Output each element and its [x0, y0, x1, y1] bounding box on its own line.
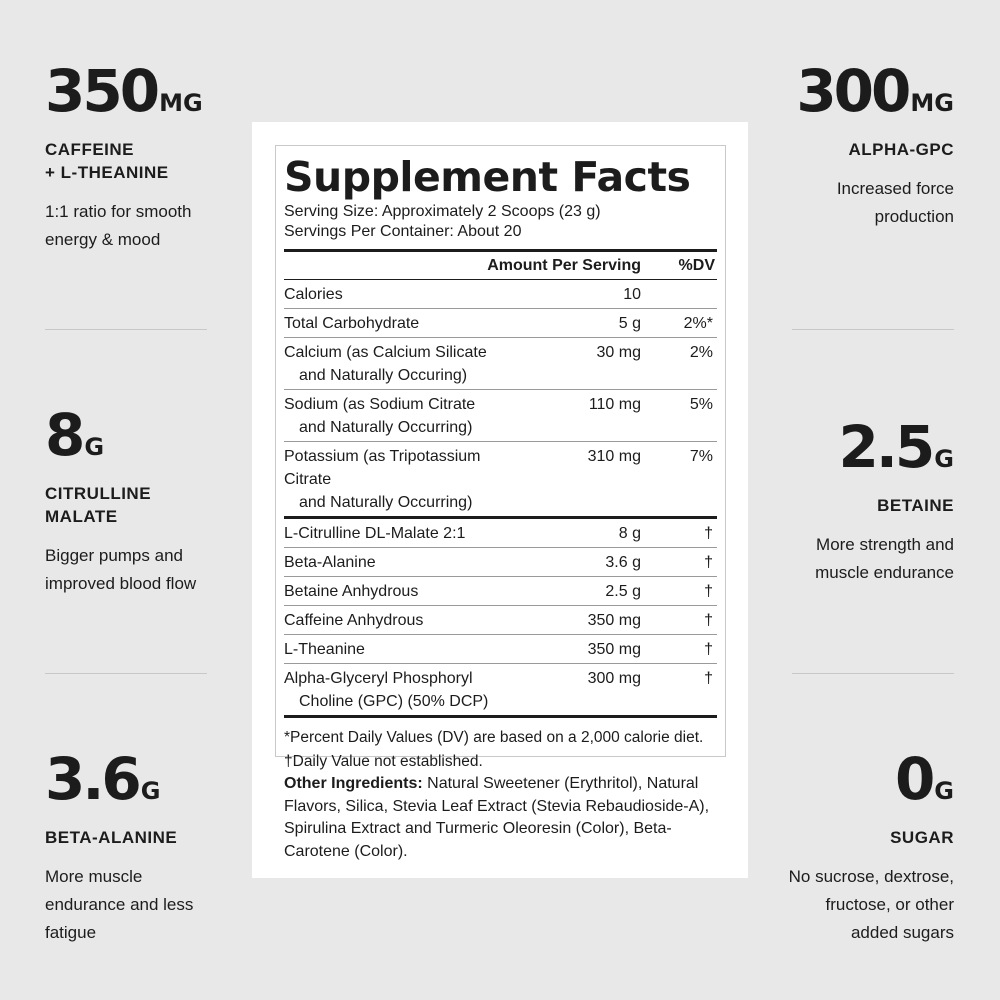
- stat-description: More strength and muscle endurance: [815, 535, 954, 582]
- row-amount: 2.5 g: [605, 583, 641, 600]
- row-amount: 8 g: [618, 525, 641, 542]
- row-name: L-Citrulline DL-Malate 2:1: [284, 525, 466, 542]
- servings-per-container: Servings Per Container: About 20: [284, 223, 522, 240]
- facts-title: Supplement Facts: [284, 153, 691, 201]
- divider: [45, 329, 207, 330]
- stat-value: 8G: [45, 401, 105, 469]
- row-name: Calories: [284, 286, 343, 303]
- stat-name: ALPHA-GPC: [848, 140, 954, 159]
- row-amount: 10: [623, 286, 641, 303]
- row-amount: 310 mg: [587, 448, 641, 465]
- nutrient-rows: [284, 280, 717, 516]
- stat-name: CITRULLINE MALATE: [45, 484, 152, 526]
- stat-value: 300MG: [796, 57, 954, 125]
- stat-name: SUGAR: [890, 828, 954, 847]
- divider: [792, 329, 954, 330]
- table-row: [284, 606, 717, 635]
- serving-size: Serving Size: Approximately 2 Scoops (23 g): [284, 203, 601, 220]
- row-amount: 350 mg: [587, 612, 641, 629]
- dv-footnote: *Percent Daily Values (DV) are based on a 2,000 calorie diet.: [284, 729, 704, 746]
- row-name: Betaine Anhydrous: [284, 583, 419, 600]
- table-row: [284, 548, 717, 577]
- other-ingredients-text: Natural Sweetener (Erythritol), Natural Flavors, Silica, Stevia Leaf Extract (Stevia Rebaudioside-A), Spirulina Extract and Turmeric Oleoresin (Color), Beta-Carotene (Color).: [284, 775, 710, 860]
- stat-value: 2.5G: [838, 413, 954, 481]
- divider: [792, 673, 954, 674]
- row-amount: 30 mg: [596, 344, 641, 361]
- row-name: Total Carbohydrate: [284, 315, 420, 332]
- row-dv: [651, 283, 717, 306]
- row-name: Calcium (as Calcium Silicate and Naturally Occuring): [284, 344, 487, 384]
- row-dv: †: [704, 554, 713, 571]
- alpha-gpc-stat: [724, 57, 954, 231]
- table-row: [284, 390, 717, 442]
- row-name: Sodium (as Sodium Citrate and Naturally Occurring): [284, 396, 476, 436]
- row-amount: 110 mg: [588, 396, 641, 413]
- stat-name: CAFFEINE + L-THEANINE: [45, 140, 169, 182]
- row-name: Beta-Alanine: [284, 554, 376, 571]
- row-amount: 300 mg: [587, 670, 641, 687]
- row-dv: †: [704, 670, 713, 687]
- table-row: [284, 519, 717, 548]
- stat-value: 3.6G: [45, 745, 161, 813]
- table-row: [284, 309, 717, 338]
- stat-value: 0G: [894, 745, 954, 813]
- row-dv: †: [704, 583, 713, 600]
- row-dv: †: [704, 612, 713, 629]
- table-row: [284, 664, 717, 715]
- row-name: Alpha-Glyceryl Phosphoryl Choline (GPC) (50% DCP): [284, 670, 489, 710]
- table-row: [284, 442, 717, 516]
- row-name: L-Theanine: [284, 641, 365, 658]
- row-amount: 350 mg: [587, 641, 641, 658]
- divider: [45, 673, 207, 674]
- row-dv: 5%: [689, 396, 713, 413]
- table-row: [284, 280, 717, 309]
- sugar-stat: [724, 745, 954, 947]
- row-amount: 5 g: [618, 315, 641, 332]
- other-ingredients: [284, 773, 724, 863]
- stat-description: Bigger pumps and improved blood flow: [45, 546, 197, 593]
- row-dv: †: [704, 641, 713, 658]
- table-row: [284, 577, 717, 606]
- caffeine-stat: [45, 57, 275, 254]
- supplement-card: [252, 122, 748, 878]
- row-dv: 7%: [689, 448, 713, 465]
- table-row: [284, 338, 717, 390]
- betaine-stat: [724, 413, 954, 587]
- row-name: Potassium (as Tripotassium Citrate and Naturally Occurring): [284, 448, 481, 511]
- row-name: Caffeine Anhydrous: [284, 612, 424, 629]
- row-amount: 3.6 g: [605, 554, 641, 571]
- row-dv: †: [704, 525, 713, 542]
- supplement-facts-panel: [275, 145, 726, 770]
- row-dv: 2%*: [683, 315, 713, 332]
- dagger-footnote: †Daily Value not established.: [284, 753, 483, 770]
- other-ingredients-label: Other Ingredients:: [284, 775, 423, 792]
- ingredient-rows: [284, 519, 717, 715]
- stat-name: BETAINE: [877, 496, 954, 515]
- stat-description: 1:1 ratio for smooth energy & mood: [45, 202, 192, 249]
- stat-description: More muscle endurance and less fatigue: [45, 867, 194, 942]
- dv-header: %DV: [678, 256, 715, 274]
- amount-header: Amount Per Serving: [487, 256, 641, 274]
- stat-name: BETA-ALANINE: [45, 828, 178, 847]
- footnotes: [284, 718, 717, 774]
- table-row: [284, 635, 717, 664]
- stat-description: No sucrose, dextrose, fructose, or other added sugars: [788, 867, 954, 942]
- citrulline-stat: [45, 401, 275, 598]
- beta-alanine-stat: [45, 745, 275, 947]
- stat-description: Increased force production: [836, 179, 954, 226]
- facts-header-row: [284, 252, 717, 280]
- stat-value: 350MG: [45, 57, 203, 125]
- row-dv: 2%: [689, 344, 713, 361]
